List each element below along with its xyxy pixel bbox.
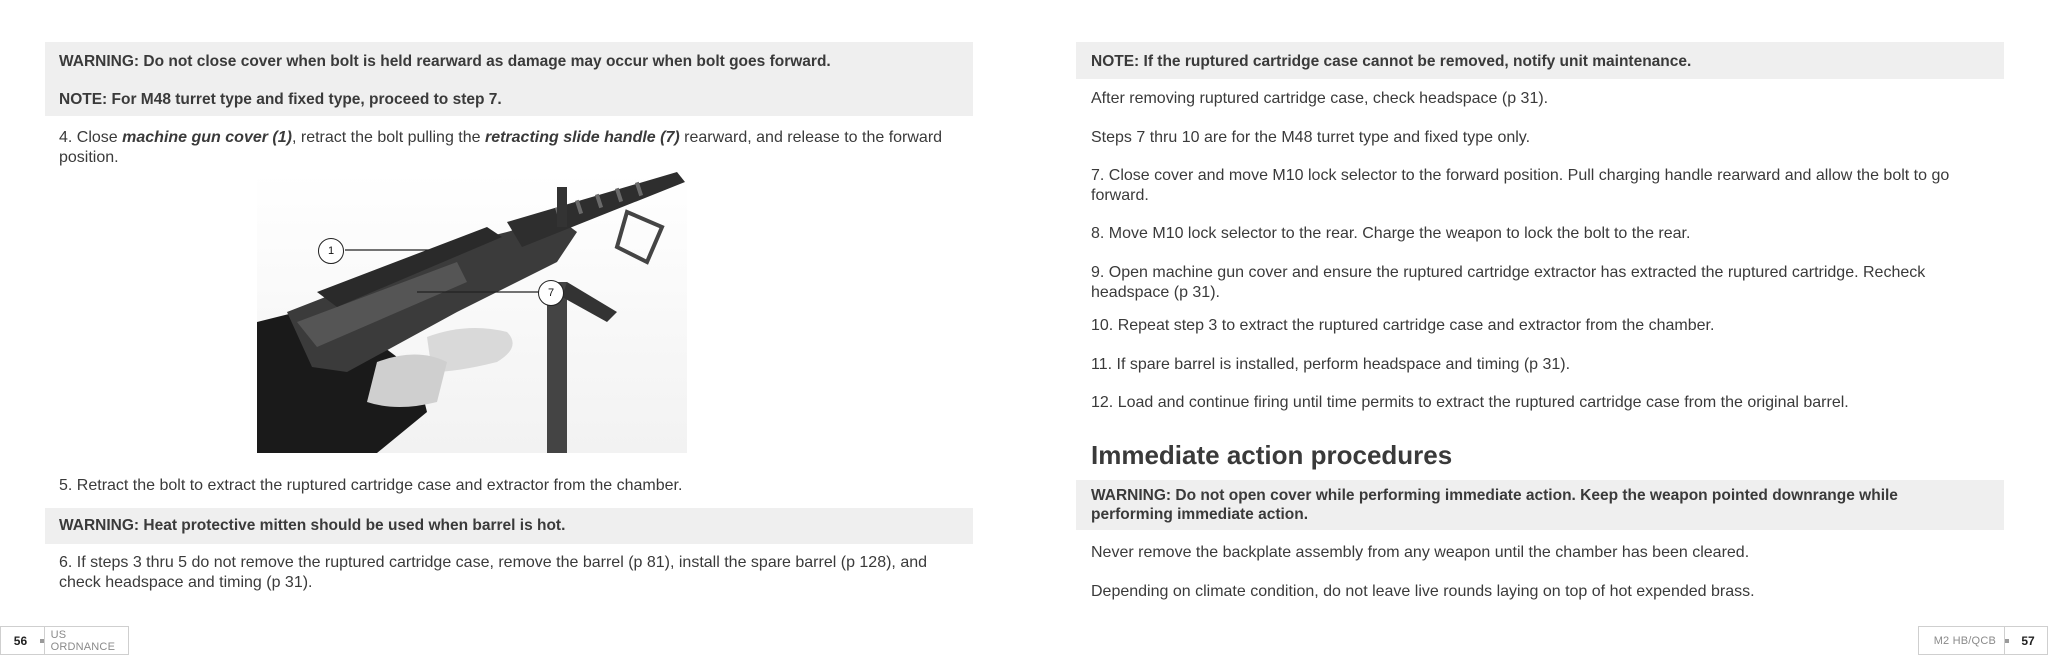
warning-immediate-text: WARNING: Do not open cover while performing immediate action. Keep the weapon pointed downrange while performing immediate action.: [1091, 487, 1898, 523]
footer-title: M2 HB/QCB: [1933, 634, 1996, 647]
callout-1: 1: [318, 238, 344, 264]
para-steps-7-10: Steps 7 thru 10 are for the M48 turret type and fixed type only.: [1091, 129, 1531, 146]
footer-divider: [44, 627, 45, 654]
page-number: 56: [13, 633, 28, 648]
left-footer: [0, 626, 129, 655]
step-12-text: 12. Load and continue firing until time permits to extract the ruptured cartridge case from the original barrel.: [1091, 394, 1849, 411]
step-4-mid: , retract the bolt pulling the: [291, 129, 485, 146]
warning-mitten-text: WARNING: Heat protective mitten should be used when barrel is hot.: [59, 517, 566, 534]
step-6-text: 6. If steps 3 thru 5 do not remove the ruptured cartridge case, remove the barrel (p 81), install the spare barrel (p 128), and check headspace and timing (p 31).: [59, 554, 928, 591]
step-4-handle-term: retracting slide handle (7): [484, 129, 680, 146]
machine-gun-illustration: [257, 172, 687, 453]
para-headspace: After removing ruptured cartridge case, check headspace (p 31).: [1091, 90, 1549, 107]
step-4-text: [59, 128, 959, 167]
note-maintenance-text: NOTE: If the ruptured cartridge case cannot be removed, notify unit maintenance.: [1091, 53, 1692, 70]
step-4-pre: 4. Close: [59, 129, 123, 146]
step-9-text: 9. Open machine gun cover and ensure the ruptured cartridge extractor has extracted the ruptured cartridge. Recheck headspace (p 31).: [1091, 264, 1926, 301]
note-m48-text: NOTE: For M48 turret type and fixed type, proceed to step 7.: [59, 91, 502, 108]
step-7-text: 7. Close cover and move M10 lock selector to the forward position. Pull charging handle rearward and allow the bolt to go forward.: [1091, 167, 1950, 204]
section-heading: Immediate action procedures: [1091, 440, 1453, 470]
machine-gun-photo: [257, 172, 687, 453]
step-11-text: 11. If spare barrel is installed, perform headspace and timing (p 31).: [1091, 356, 1571, 373]
page-number: 57: [2021, 633, 2035, 648]
step-10-text: 10. Repeat step 3 to extract the ruptured cartridge case and extractor from the chamber.: [1091, 317, 1715, 334]
right-footer: [1918, 626, 2048, 655]
right-page: [1024, 0, 2048, 663]
step-4-post: rearward, and release to the forward position.: [59, 129, 943, 166]
step-5-text: 5. Retract the bolt to extract the ruptured cartridge case and extractor from the chamber.: [59, 477, 683, 494]
step-4-cover-term: machine gun cover (1): [122, 129, 292, 146]
para-backplate: Never remove the backplate assembly from any weapon until the chamber has been cleared.: [1091, 544, 1750, 561]
callout-7: 7: [538, 280, 564, 306]
step-8-text: 8. Move M10 lock selector to the rear. Charge the weapon to lock the bolt to the rear.: [1091, 225, 1691, 242]
publisher-name: US ORDNANCE: [50, 628, 116, 653]
warning-cover-text: WARNING: Do not close cover when bolt is held rearward as damage may occur when bolt goes forward.: [59, 53, 831, 70]
para-climate: Depending on climate condition, do not leave live rounds laying on top of hot expended brass.: [1091, 583, 1755, 600]
